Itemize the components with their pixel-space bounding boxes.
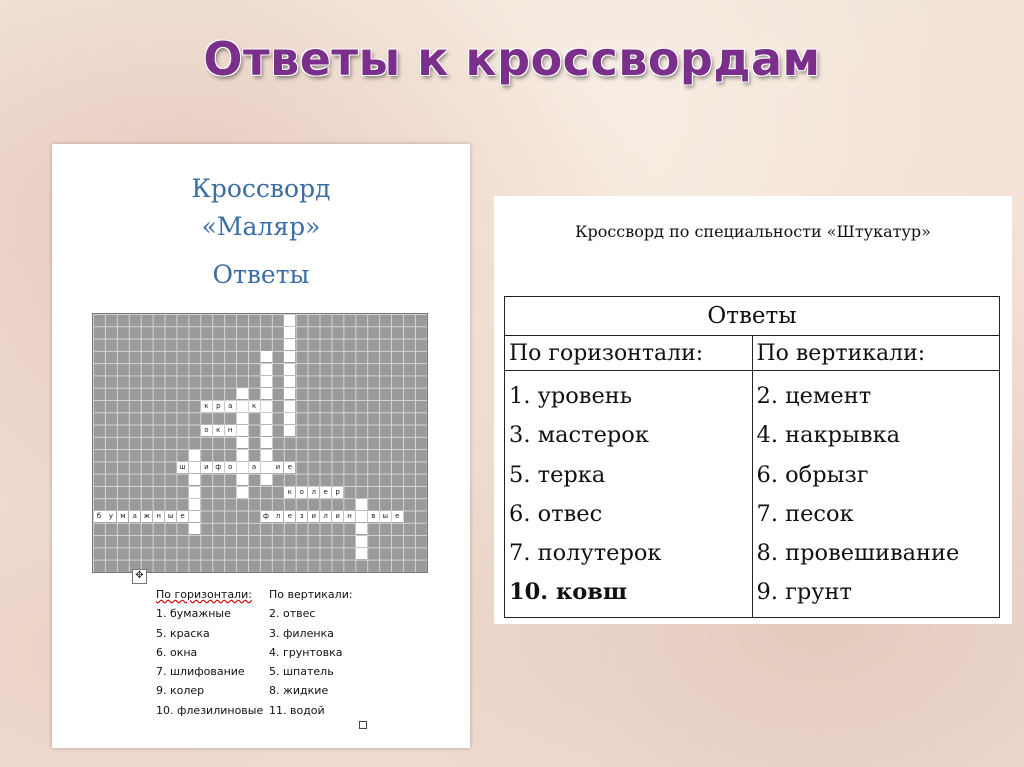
crossword-cell: [189, 523, 200, 534]
answer-item: 7. песок: [756, 500, 854, 527]
crossword-cell: в: [368, 511, 379, 522]
move-icon[interactable]: ✥: [132, 569, 147, 584]
crossword-cell: [261, 450, 272, 461]
crossword-cell: [261, 437, 272, 448]
across-item: 10. флезилиновые: [156, 703, 264, 717]
down-item: 2. отвес: [269, 607, 316, 621]
down-item: 8. жидкие: [269, 684, 329, 698]
crossword-cell: [284, 339, 295, 350]
crossword-cell: [261, 401, 272, 412]
crossword-cell: к: [284, 487, 295, 498]
crossword-cell: к: [213, 425, 224, 436]
doc-title-line-1: Кроссворд: [191, 174, 331, 203]
crossword-document-painter: [52, 144, 470, 748]
crossword-cell: [189, 474, 200, 485]
crossword-cell: [284, 376, 295, 387]
crossword-cell: [189, 450, 200, 461]
crossword-cell: а: [249, 462, 260, 473]
crossword-cell: е: [320, 487, 331, 498]
doc-title-line-3: Ответы: [212, 260, 310, 289]
crossword-cell: о: [296, 487, 307, 498]
down-item: 4. грунтовка: [269, 645, 343, 659]
crossword-cell: [237, 401, 248, 412]
across-item: 5. краска: [156, 626, 210, 640]
crossword-cell: л: [308, 487, 319, 498]
crossword-cell: е: [392, 511, 403, 522]
crossword-cell: [284, 351, 295, 362]
down-answers-cell: [752, 371, 1000, 618]
answer-item: 5. терка: [509, 461, 606, 488]
crossword-cell: н: [344, 511, 355, 522]
resize-square-icon[interactable]: [359, 721, 367, 729]
crossword-cell: [189, 487, 200, 498]
crossword-cell: [261, 376, 272, 387]
crossword-cell: [237, 437, 248, 448]
right-caption: Кроссворд по специальности «Штукатур»: [575, 222, 931, 241]
crossword-cell: а: [225, 401, 236, 412]
crossword-cell: [284, 364, 295, 375]
crossword-cell: [237, 413, 248, 424]
crossword-cell: [237, 425, 248, 436]
crossword-cell: [356, 523, 367, 534]
crossword-cell: л: [320, 511, 331, 522]
down-item: 11. водой: [269, 703, 325, 717]
crossword-cell: ж: [141, 511, 152, 522]
answer-item: 7. полутерок: [509, 540, 662, 567]
crossword-cell: у: [105, 511, 116, 522]
across-item: 1. бумажные: [156, 607, 231, 621]
crossword-cell: з: [296, 511, 307, 522]
column-header-across: По горизонтали:: [505, 336, 753, 371]
answer-item: 1. уровень: [509, 383, 633, 409]
crossword-cell: и: [308, 511, 319, 522]
doc-title-line-2: «Маляр»: [201, 212, 321, 241]
crossword-grid: [92, 313, 428, 573]
crossword-cell: ф: [213, 462, 224, 473]
crossword-cell: и: [332, 511, 343, 522]
crossword-cell: [356, 499, 367, 510]
across-answers-cell: [505, 371, 753, 618]
crossword-cell: н: [225, 425, 236, 436]
crossword-cell: ы: [380, 511, 391, 522]
crossword-cell: ы: [165, 511, 176, 522]
crossword-cell: а: [129, 511, 140, 522]
answer-item: 9. грунт: [756, 579, 852, 606]
crossword-cell: [237, 487, 248, 498]
crossword-cell: [284, 413, 295, 424]
crossword-cell: [284, 327, 295, 338]
column-header-down: По вертикали:: [752, 336, 1000, 371]
crossword-cell: [189, 511, 200, 522]
answer-item: 6. обрызг: [756, 461, 869, 488]
crossword-cell: о: [225, 462, 236, 473]
answer-item: 10. ковш: [509, 579, 628, 606]
answer-item: 2. цемент: [756, 383, 872, 409]
crossword-cell: [237, 388, 248, 399]
crossword-cell: [261, 425, 272, 436]
across-item: 6. окна: [156, 645, 198, 659]
crossword-cell: р: [213, 401, 224, 412]
crossword-cell: [261, 388, 272, 399]
crossword-cell: ф: [261, 511, 272, 522]
across-item: 9. колер: [156, 684, 205, 698]
crossword-cell: [284, 425, 295, 436]
answer-item: 6. отвес: [509, 500, 603, 527]
crossword-cell: р: [332, 487, 343, 498]
crossword-cell: м: [117, 511, 128, 522]
answer-item: 8. провешивание: [756, 540, 960, 567]
across-item: 7. шлифование: [156, 665, 245, 679]
crossword-cell: [356, 548, 367, 559]
crossword-cell: [237, 462, 248, 473]
crossword-cell: [237, 474, 248, 485]
crossword-cell: [261, 462, 272, 473]
answer-item: 3. мастерок: [509, 422, 649, 449]
down-item: 3. филенка: [269, 626, 334, 640]
crossword-cell: [284, 388, 295, 399]
crossword-cell: е: [284, 462, 295, 473]
crossword-cell: [189, 499, 200, 510]
answers-table: [504, 296, 1000, 618]
crossword-cell: б: [94, 511, 105, 522]
crossword-cell: л: [272, 511, 283, 522]
crossword-cell: [284, 315, 295, 326]
across-list: [156, 585, 263, 720]
down-item: 5. шпатель: [269, 665, 334, 679]
across-header: По горизонтали:: [156, 588, 252, 601]
crossword-cell: [356, 511, 367, 522]
crossword-cell: е: [177, 511, 188, 522]
crossword-cell: [261, 413, 272, 424]
crossword-cell: ш: [177, 462, 188, 473]
crossword-cell: о: [201, 425, 212, 436]
crossword-cell: [261, 351, 272, 362]
answers-table-title: Ответы: [505, 297, 1000, 336]
crossword-cell: [261, 474, 272, 485]
answer-item: 4. накрывка: [756, 422, 901, 449]
crossword-cell: [261, 364, 272, 375]
crossword-cell: [189, 462, 200, 473]
crossword-cell: [284, 401, 295, 412]
down-list: [269, 585, 353, 720]
crossword-cell: н: [153, 511, 164, 522]
crossword-cell: и: [201, 462, 212, 473]
crossword-cell: [237, 450, 248, 461]
crossword-cell: е: [284, 511, 295, 522]
crossword-cell: к: [201, 401, 212, 412]
crossword-cell: и: [272, 462, 283, 473]
crossword-document-plasterer: [494, 196, 1012, 624]
down-header: По вертикали:: [269, 588, 353, 601]
slide-title: Ответы к кроссвордам: [203, 32, 821, 86]
crossword-cell: [356, 536, 367, 547]
crossword-cell: к: [249, 401, 260, 412]
